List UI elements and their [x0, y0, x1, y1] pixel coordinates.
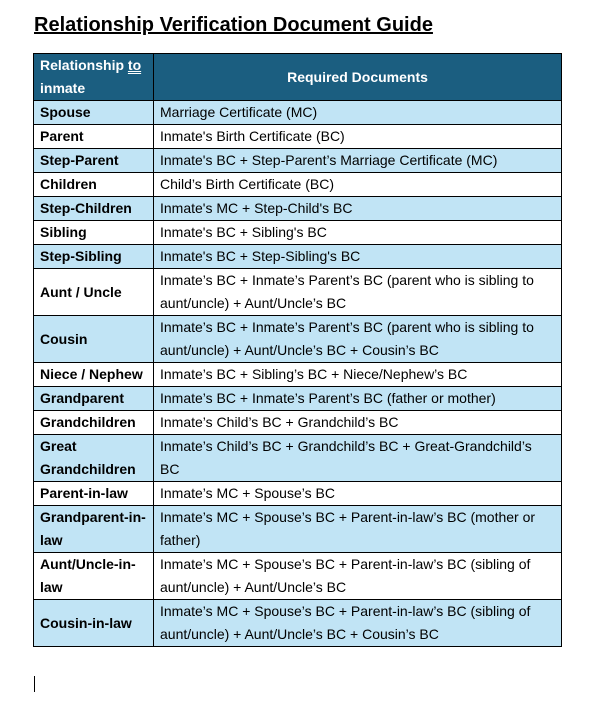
- table-row: [34, 101, 562, 125]
- table-row: [34, 482, 562, 506]
- documents-cell: Marriage Certificate (MC): [154, 101, 562, 125]
- relationship-cell: Grandchildren: [34, 411, 154, 435]
- relationship-cell: Cousin-in-law: [34, 600, 154, 647]
- table-row: [34, 173, 562, 197]
- documents-cell: Inmate’s Child’s BC + Grandchild’s BC: [154, 411, 562, 435]
- relationship-cell: Step-Parent: [34, 149, 154, 173]
- documents-cell: Inmate’s Child’s BC + Grandchild’s BC + Great-Grandchild’s BC: [154, 435, 562, 482]
- documents-cell: Inmate’s BC + Sibling’s BC + Niece/Nephew’s BC: [154, 363, 562, 387]
- documents-cell: Inmate’s MC + Spouse’s BC: [154, 482, 562, 506]
- relationship-cell: Grandparent: [34, 387, 154, 411]
- relationship-cell: Cousin: [34, 316, 154, 363]
- documents-cell: Inmate’s MC + Spouse’s BC + Parent-in-law’s BC (sibling of aunt/uncle) + Aunt/Uncle’s BC + Cousin’s BC: [154, 600, 562, 647]
- table-row: [34, 506, 562, 553]
- table-row: [34, 245, 562, 269]
- table-row: [34, 197, 562, 221]
- table-row: [34, 149, 562, 173]
- relationship-cell: Niece / Nephew: [34, 363, 154, 387]
- relationship-documents-table: [33, 53, 562, 647]
- table-row: [34, 363, 562, 387]
- documents-cell: Inmate’s BC + Inmate’s Parent’s BC (father or mother): [154, 387, 562, 411]
- table-row: [34, 435, 562, 482]
- documents-cell: Inmate's BC + Sibling's BC: [154, 221, 562, 245]
- table-header-row: [34, 54, 562, 101]
- documents-cell: Inmate's Birth Certificate (BC): [154, 125, 562, 149]
- documents-cell: Inmate’s MC + Spouse’s BC + Parent-in-law’s BC (mother or father): [154, 506, 562, 553]
- documents-cell: Child’s Birth Certificate (BC): [154, 173, 562, 197]
- table-row: [34, 125, 562, 149]
- relationship-cell: Grandparent-in-law: [34, 506, 154, 553]
- relationship-cell: Spouse: [34, 101, 154, 125]
- table-row: [34, 221, 562, 245]
- documents-cell: Inmate’s BC + Inmate’s Parent’s BC (parent who is sibling to aunt/uncle) + Aunt/Uncle’s BC + Cousin’s BC: [154, 316, 562, 363]
- relationship-cell: Step-Children: [34, 197, 154, 221]
- table-row: [34, 411, 562, 435]
- header-text: inmate: [40, 80, 86, 96]
- documents-cell: Inmate's BC + Step-Sibling's BC: [154, 245, 562, 269]
- relationship-cell: Aunt/Uncle-in-law: [34, 553, 154, 600]
- relationship-cell: Parent-in-law: [34, 482, 154, 506]
- header-text: to: [127, 57, 142, 73]
- documents-cell: Inmate's BC + Step-Parent’s Marriage Certificate (MC): [154, 149, 562, 173]
- table-row: [34, 269, 562, 316]
- document-title: Relationship Verification Document Guide: [34, 14, 433, 36]
- relationship-cell: Parent: [34, 125, 154, 149]
- header-relationship: [34, 54, 154, 101]
- table-row: [34, 316, 562, 363]
- relationship-cell: Step-Sibling: [34, 245, 154, 269]
- header-required-documents: Required Documents: [154, 54, 562, 101]
- relationship-cell: Children: [34, 173, 154, 197]
- documents-cell: Inmate’s MC + Spouse’s BC + Parent-in-law’s BC (sibling of aunt/uncle) + Aunt/Uncle’s BC: [154, 553, 562, 600]
- table-row: [34, 387, 562, 411]
- header-text: Relationship: [40, 57, 128, 73]
- table-row: [34, 600, 562, 647]
- relationship-cell: Great Grandchildren: [34, 435, 154, 482]
- relationship-cell: Aunt / Uncle: [34, 269, 154, 316]
- documents-cell: Inmate’s BC + Inmate’s Parent’s BC (parent who is sibling to aunt/uncle) + Aunt/Uncle’s BC: [154, 269, 562, 316]
- documents-cell: Inmate's MC + Step-Child's BC: [154, 197, 562, 221]
- text-cursor: [34, 676, 35, 692]
- table-row: [34, 553, 562, 600]
- relationship-cell: Sibling: [34, 221, 154, 245]
